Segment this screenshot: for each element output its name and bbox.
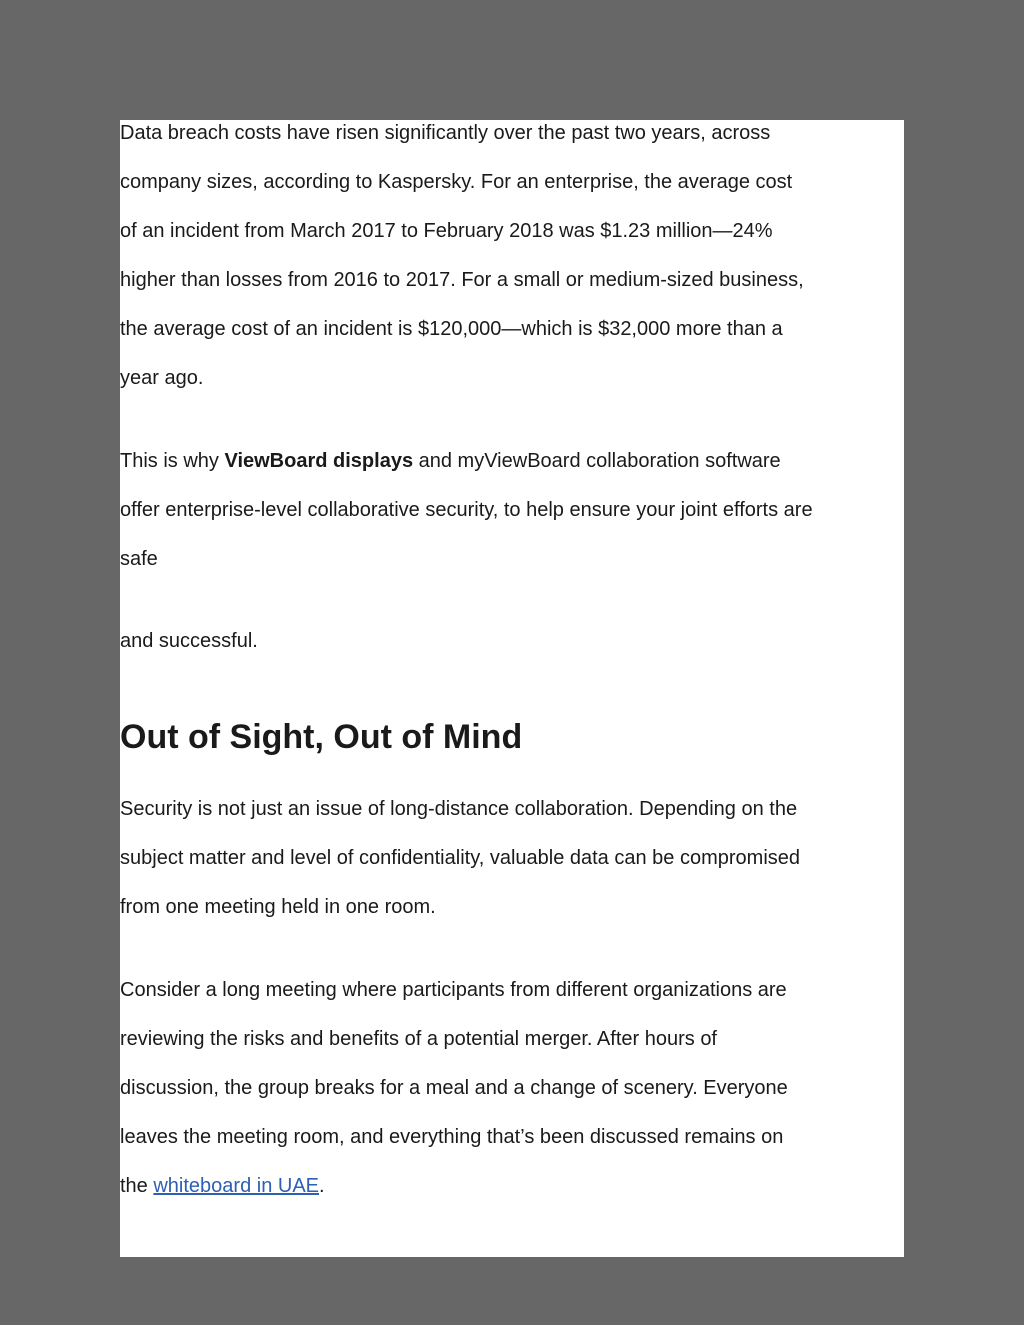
paragraph-viewboard-security [120, 437, 813, 584]
text-line: Security is not just an issue of long-distance collaboration. Depending on the [120, 798, 798, 820]
text-line [120, 437, 813, 486]
section-heading: Out of Sight, Out of Mind [120, 718, 523, 756]
whiteboard-uae-link[interactable]: whiteboard in UAE [153, 1175, 320, 1197]
text-line: Data breach costs have risen significantly over the past two years, across [120, 122, 771, 144]
text-segment: . [319, 1175, 325, 1197]
text-line: safe [120, 548, 158, 570]
text-line: company sizes, according to Kaspersky. For an enterprise, the average cost [120, 171, 793, 193]
text-line [120, 1162, 788, 1211]
text-line: leaves the meeting room, and everything that’s been discussed remains on [120, 1126, 784, 1148]
text-line: offer enterprise-level collaborative security, to help ensure your joint efforts are [120, 499, 813, 521]
bold-product-name: ViewBoard displays [224, 450, 414, 472]
text-line: and successful. [120, 630, 258, 652]
text-line: year ago. [120, 367, 204, 389]
text-line: higher than losses from 2016 to 2017. For a small or medium-sized business, [120, 269, 804, 291]
text-line: Consider a long meeting where participants from different organizations are [120, 979, 787, 1001]
paragraph-and-successful [120, 617, 258, 666]
paragraph-data-breach-costs [120, 120, 804, 403]
paragraph-long-meeting [120, 966, 788, 1211]
text-segment: the [120, 1175, 154, 1197]
text-line: the average cost of an incident is $120,000—which is $32,000 more than a [120, 318, 783, 340]
document-page [120, 120, 904, 1257]
text-segment: and myViewBoard collaboration software [413, 450, 781, 472]
text-line: of an incident from March 2017 to February 2018 was $1.23 million—24% [120, 220, 773, 242]
paragraph-security-issue [120, 785, 800, 932]
text-line: subject matter and level of confidentiality, valuable data can be compromised [120, 847, 801, 869]
text-segment: This is why [120, 450, 225, 472]
text-line: discussion, the group breaks for a meal and a change of scenery. Everyone [120, 1077, 788, 1099]
text-line: reviewing the risks and benefits of a potential merger. After hours of [120, 1028, 717, 1050]
text-line: from one meeting held in one room. [120, 896, 436, 918]
